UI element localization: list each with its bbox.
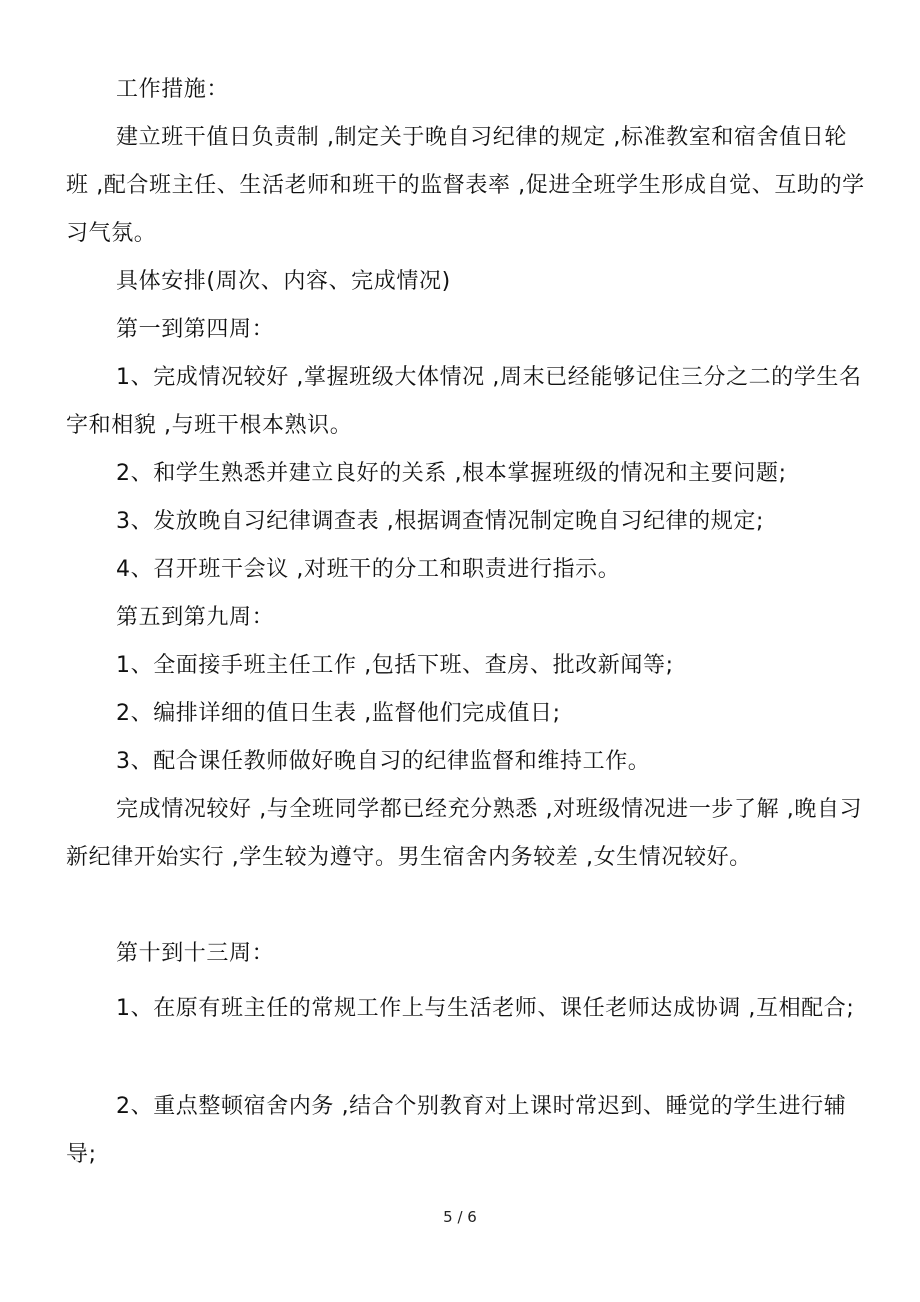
list-item-weeks-1-4-4: 4、召开班干会议 ,对班干的分工和职责进行指示。 xyxy=(116,557,621,582)
list-item-weeks-1-4-2: 2、和学生熟悉并建立良好的关系 ,根本掌握班级的情况和主要问题; xyxy=(116,461,787,486)
list-item-weeks-10-13-2: 2、重点整顿宿舍内务 ,结合个别教育对上课时常迟到、睡觉的学生进行辅导; xyxy=(66,1094,847,1167)
list-item-weeks-10-13-1: 1、在原有班主任的常规工作上与生活老师、课任老师达成协调 ,互相配合; xyxy=(116,996,855,1021)
paragraph-weeks-5-9-summary: 完成情况较好 ,与全班同学都已经充分熟悉 ,对班级情况进一步了解 ,晚自习新纪律开始实行 ,学生较为遵守。男生宿舍内务较差 ,女生情况较好。 xyxy=(66,797,863,870)
list-item-weeks-1-4-3: 3、发放晚自习纪律调查表 ,根据调查情况制定晚自习纪律的规定; xyxy=(116,509,764,534)
heading-weeks-5-9: 第五到第九周： xyxy=(116,605,275,630)
heading-schedule: 具体安排(周次、内容、完成情况) xyxy=(116,269,451,294)
list-item-weeks-5-9-3: 3、配合课任教师做好晚自习的纪律监督和维持工作。 xyxy=(116,749,651,774)
paragraph-measures-body: 建立班干值日负责制 ,制定关于晚自习纪律的规定 ,标准教室和宿舍值日轮班 ,配合班主任、生活老师和班干的监督表率 ,促进全班学生形成自觉、互助的学习气氛。 xyxy=(66,125,865,246)
heading-weeks-1-4: 第一到第四周： xyxy=(116,317,275,342)
list-item-weeks-1-4-1: 1、完成情况较好 ,掌握班级大体情况 ,周末已经能够记住三分之二的学生名字和相貌 ,与班干根本熟识。 xyxy=(66,365,862,438)
list-item-weeks-5-9-2: 2、编排详细的值日生表 ,监督他们完成值日; xyxy=(116,701,561,726)
page-number: 5 / 6 xyxy=(443,1208,477,1226)
heading-work-measures: 工作措施： xyxy=(116,77,230,102)
heading-weeks-10-13: 第十到十三周： xyxy=(116,941,275,966)
list-item-weeks-5-9-1: 1、全面接手班主任工作 ,包括下班、查房、批改新闻等; xyxy=(116,653,674,678)
